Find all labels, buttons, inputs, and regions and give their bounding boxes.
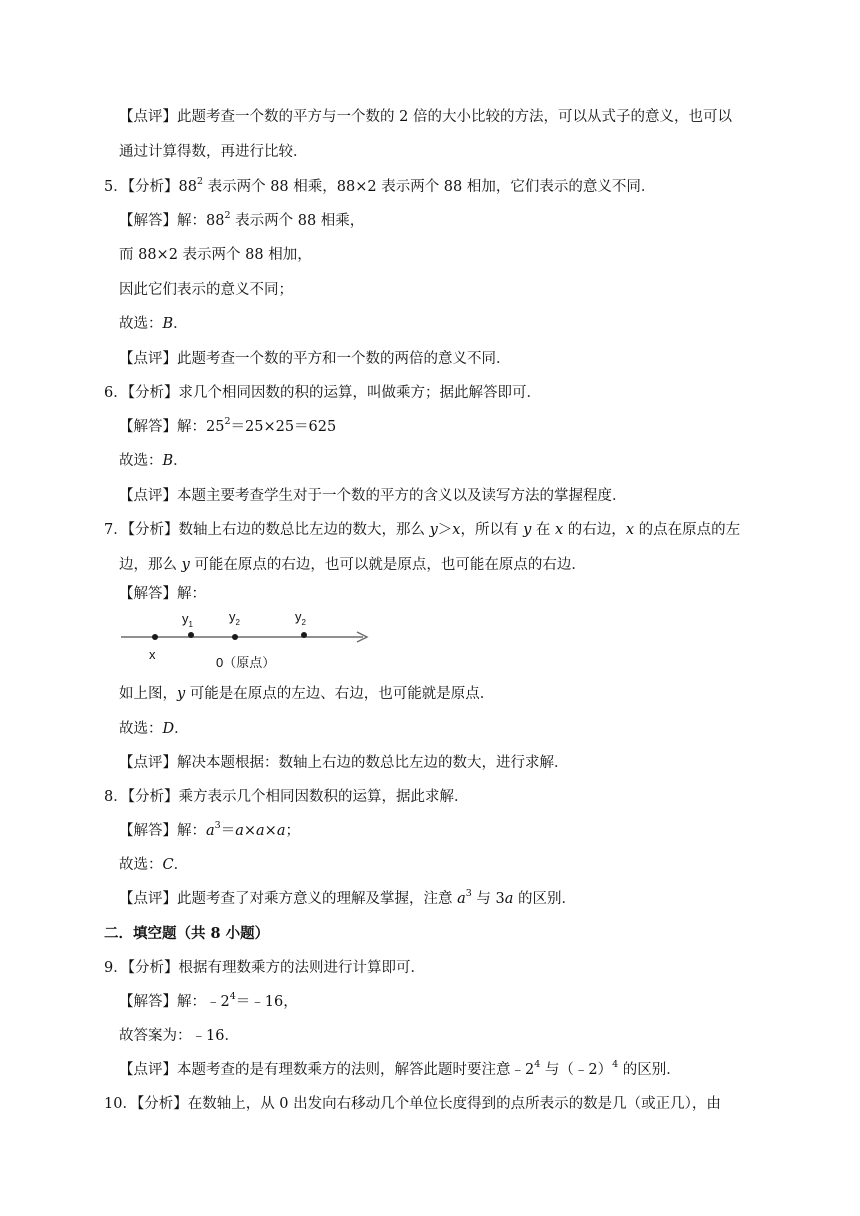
q9-comment: 【点评】本题考查的是有理数乘方的法则，解答此题时要注意$﹣2^4$ 与（﹣2）$^4$ 的区别． [119, 1059, 681, 1078]
number-line-figure [119, 605, 371, 675]
q9-solution: 【解答】解：$﹣2^4=﹣16$， [119, 991, 298, 1010]
q8-solution: 【解答】解：$a^3=a\times a\times a$； [119, 820, 300, 839]
section-heading: 二．填空题（共 8 小题） [104, 925, 270, 942]
q7-solution: 【解答】解： [119, 586, 206, 602]
q10-analysis: 10．【分析】在数轴上，从 0 出发向右移动几个单位长度得到的点所表示的数是几（或正几），由 [104, 1096, 721, 1112]
q7-analysis-2: 边，那么 y 可能在原点的右边，也可以就是原点，也可能在原点的右边． [119, 557, 586, 573]
q9-analysis: 9．【分析】根据有理数乘方的法则进行计算即可． [104, 960, 425, 976]
q6-comment: 【点评】本题主要考查学生对于一个数的平方的含义以及读写方法的掌握程度． [119, 488, 627, 504]
q8-answer: 故选：C． [119, 857, 189, 873]
q5-comment: 【点评】此题考查一个数的平方和一个数的两倍的意义不同． [119, 351, 511, 367]
point-y2-right [301, 632, 307, 638]
point-y1 [188, 632, 194, 638]
point-origin [232, 634, 238, 640]
q8-comment: 【点评】此题考查了对乘方意义的理解及掌握，注意 $a^3$ 与 3a 的区别． [119, 888, 577, 907]
q8-analysis: 8．【分析】乘方表示几个相同因数积的运算，据此求解． [104, 789, 469, 805]
label-y1: $y_1$ [182, 611, 193, 629]
comment-line-2: 通过计算得数，再进行比较． [119, 144, 308, 160]
comment-line-1: 【点评】此题考查一个数的平方与一个数的 2 倍的大小比较的方法，可以从式子的意义，也可以 [119, 109, 732, 125]
label-x: x [149, 647, 156, 662]
q5-answer: 故选：B． [119, 316, 188, 332]
q6-analysis: 6．【分析】求几个相同因数的积的运算，叫做乘方；据此解答即可． [104, 385, 541, 401]
q7-conclusion: 如上图，y 可能是在原点的左边、右边，也可能就是原点． [119, 686, 495, 702]
q7-comment: 【点评】解决本题根据：数轴上右边的数总比左边的数大，进行求解． [119, 755, 569, 771]
q9-answer: 故答案为：﹣16． [119, 1028, 239, 1044]
q5-solution-1: 【解答】解：$88^2$ 表示两个 88 相乘， [119, 210, 365, 229]
label-y2-right: $y_2$ [295, 609, 306, 627]
point-x [152, 634, 158, 640]
q6-solution: 【解答】解：$25^2=25\times 25=625$ [119, 416, 337, 435]
q5-solution-3: 因此它们表示的意义不同； [119, 282, 293, 298]
q5-analysis: 5．【分析】$88^2$ 表示两个 88 相乘，88×2 表示两个 88 相加，它们表示的意义不同． [104, 176, 656, 195]
q7-answer: 故选：D． [119, 721, 189, 737]
q6-answer: 故选：B． [119, 453, 188, 469]
q7-analysis-1: 7．【分析】数轴上右边的数总比左边的数大，那么 y＞x，所以有 y 在 x 的右边，x 的点在原点的左 [104, 522, 741, 538]
label-origin: 0（原点） [216, 655, 276, 670]
label-y2-origin: $y_2$ [229, 609, 240, 627]
q5-solution-2: 而 88×2 表示两个 88 相加， [119, 247, 312, 263]
